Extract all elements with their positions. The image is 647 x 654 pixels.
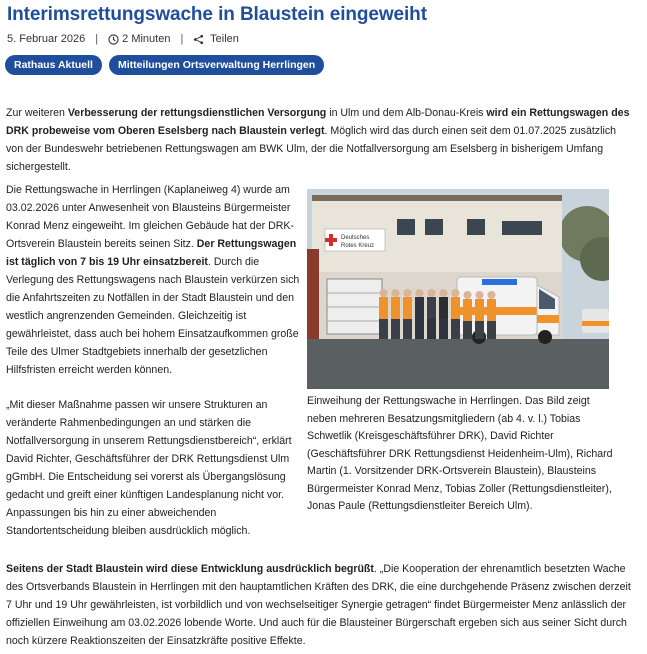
intro-paragraph: Zur weiteren Verbesserung der rettungsdienstlichen Versorgung in Ulm und dem Alb-Donau-Kreis wird ein Rettungswagen des DRK probeweise vom Oberen Eselsberg nach Blaustein verlegt. Möglich wird das durch einen seit dem 01.07.2025 zusätzlich von der Bundeswehr betriebenen Rettungswagen am BWK Ulm, der die Notfallversorgung am Eselsberg in bisherigem Umfang sichergestellt. <box>6 107 630 173</box>
tag-mitteilungen-ortsverwaltung[interactable]: Mitteilungen Ortsverwaltung Herrlingen <box>109 55 324 75</box>
sign-text-line1: Deutsches <box>341 235 370 241</box>
publish-date: 5. Februar 2026 <box>7 33 86 45</box>
read-time: 2 Minuten <box>122 33 171 45</box>
meta-separator: | <box>95 33 99 45</box>
share-icon <box>193 34 204 45</box>
article-title: Interimsrettungswache in Blaustein eingeweiht <box>7 4 427 25</box>
tag-list <box>5 55 324 75</box>
sign-text-line2: Rotes Kreuz <box>341 243 375 249</box>
photo-caption: Einweihung der Rettungswache in Herrlingen. Das Bild zeigt neben mehreren Besatzungsmitgliedern (ab 4. v. l.) Tobias Schwetlik (Kreisgeschäftsführer DRK), David Richter (Geschäftsführer DRK Rettungsdienst Heidenheim-Ulm), Richard Martin (1. Vorsitzender DRK-Ortsverein Blaustein), Blausteins Bürgermeister Konrad Menz, Tobias Zoller (Rettungsdienstleiter), Jonas Paule (Rettungsdienstleiter Bereich Ulm). <box>307 395 613 512</box>
share-label: Teilen <box>210 33 239 45</box>
city-paragraph: Seitens der Stadt Blaustein wird diese Entwicklung ausdrücklich begrüßt. „Die Kooperation der ehrenamtlich besetzten Wache des Ortsverbands Blaustein in Herrlingen mit den hauptamtlichen Kräften des DRK, die eine durchgehende Präsenz zwischen derzeit 7 Uhr und 19 Uhr gewährleisten, ist vorbildlich und von wechselseitiger Synergie getragen“ findet Bürgermeister Menz anlässlich der offiziellen Einweihung am 03.02.2026 lobende Worte. Und auch für die Blausteiner Bürgerschaft ergeben sich aus seiner Sicht durch noch kürzere Reaktionszeiten der Einsatzkräfte positive Effekte. <box>6 563 631 647</box>
meta-separator: | <box>180 33 184 45</box>
article-photo <box>307 189 609 389</box>
quote-paragraph: „Mit dieser Maßnahme passen wir unsere Strukturen an veränderte Rahmenbedingungen an und stärken die Notfallversorgung in unserem Rettungsdienstbereich“, erklärt David Richter, Geschäftsführer der DRK Rettungsdienst Ulm gGmbH. Die Entscheidung sei vorerst als Übergangslösung gedacht und greift einer künftigen Landesplanung nicht vor. Anpassungen bis hin zu einer abweichenden Standortentscheidung bleiben ausdrücklich möglich. <box>6 399 292 537</box>
station-paragraph: Die Rettungswache in Herrlingen (Kaplaneiweg 4) wurde am 03.02.2026 unter Anwesenheit von Blausteins Bürgermeister Konrad Menz eingeweiht. Im gleichen Gebäude hat der DRK-Ortsverein Blaustein bereits seinen Sitz. Der Rettungswagen ist täglich von 7 bis 19 Uhr einsatzbereit. Durch die Verlegung des Rettungswagens nach Blaustein verkürzen sich die Anfahrtszeiten zu Notfällen in der Stadt Blaustein und den westlich angrenzenden Gemeinden. Gleichzeitig ist gewährleistet, dass auch bei hohem Einsatzaufkommen große Teile des Ulmer Stadtgebiets innerhalb der gesetzlichen Hilfsfristen erreicht werden können. <box>6 184 300 376</box>
clock-icon <box>108 34 119 45</box>
article-meta <box>7 33 239 45</box>
tag-rathaus-aktuell[interactable]: Rathaus Aktuell <box>5 55 102 75</box>
drk-station-illustration <box>307 189 609 389</box>
share-button[interactable] <box>193 33 239 45</box>
